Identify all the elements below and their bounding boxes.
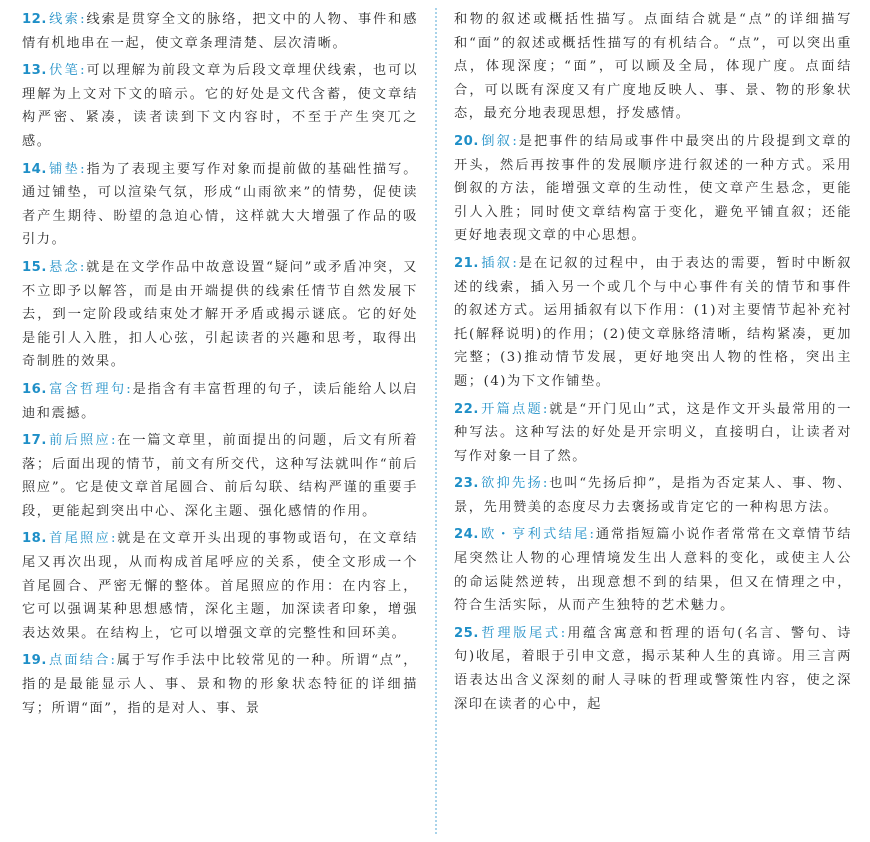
entry-text: 指为了表现主要写作对象而提前做的基础性描写。通过铺垫，可以渲染气氛，形成“山雨欲来”的情势，促使读者产生期待、盼望的急迫心情，这样就大大增强了作品的吸引力。 <box>22 161 419 248</box>
entry-text: 在一篇文章里，前面提出的问题，后文有所着落；后面出现的情节，前文有所交代，这种写法就叫作“前后照应”。它是使文章首尾圆合、前后勾联、结构严谨的重要手段，更能起到突出中心、深化主题、强化感情的作用。 <box>22 433 419 519</box>
entry-term: 插叙 <box>480 255 513 271</box>
glossary-entry-19: 19. 点面结合:属于写作手法中比较常见的一种。所谓“点”，指的是最能显示人、事、景和物的形象状态特征的详细描写；所谓“面”，指的是对人、事、景 <box>22 653 418 716</box>
entry-number: 13. <box>22 63 47 79</box>
entry-number: 24. <box>454 527 479 543</box>
entry-text: 就是“开门见山”式，这是作文开头最常用的一种写法。这种写法的好处是开宗明义，直接明白，让读者对写作对象一目了然。 <box>454 401 853 464</box>
entry-text: 通常指短篇小说作者常常在文章情节结尾突然让人物的心理情境发生出人意料的变化，或使主人公的命运陡然逆转，出现意想不到的结果，但又在情理之中，符合生活实际，从而产生独特的艺术魅力。 <box>454 527 852 614</box>
entry-term: 倒叙 <box>480 133 513 149</box>
entry-number: 15. <box>22 259 47 275</box>
entry-term: 欲抑先扬 <box>480 476 543 492</box>
glossary-entry-23: 23. 欲抑先扬:也叫“先扬后抑”，是指为否定某人、事、物、景，先用赞美的态度尽力去褒扬或肯定它的一种构思方法。 <box>454 476 853 515</box>
entry-number: 25. <box>454 625 479 641</box>
glossary-entry-18: 18. 首尾照应:就是在文章开头出现的事物或语句，在文章结尾又再次出现，从而构成首尾呼应的关系，使全文形成一个首尾圆合、严密无懈的整体。首尾照应的作用：在内容上，它可以强调某种思想感情，深化主题，加深读者印象，增强表达效果。在结构上，它可以增强文章的完整性和回环美。 <box>22 531 419 641</box>
entry-text: 属于写作手法中比较常见的一种。所谓“点”，指的是最能显示人、事、景和物的形象状态特征的详细描写；所谓“面”，指的是对人、事、景 <box>22 653 418 716</box>
entry-number: 18. <box>22 531 47 547</box>
entry-text: 就是在文学作品中故意设置“疑问”或矛盾冲突，又不立即予以解答，而是由开端提供的线索任情节自然发展下去，到一定阶段或结束处才解开矛盾或揭示谜底。它的好处是能引人入胜，扣人心弦，引起读者的兴趣和思考，取得出奇制胜的效果。 <box>22 259 418 370</box>
entry-term: 铺垫 <box>48 161 81 177</box>
entry-term: 悬念 <box>48 259 80 275</box>
entry-term: 点面结合 <box>48 653 111 669</box>
entry-text: 线索是贯穿全文的脉络，把文中的人物、事件和感情有机地串在一起，使文章条理清楚、层次清晰。 <box>22 12 419 51</box>
entry-term: 欧・亨利式结尾 <box>480 527 590 543</box>
glossary-entry-21: 21. 插叙:是在记叙的过程中，由于表达的需要，暂时中断叙述的线索，插入另一个或几个与中心事件有关的情节和事件的叙述方式。运用插叙有以下作用：(1)对主要情节起补充衬托(解释说明)的作用；(2)使文章脉络清晰，结构紧凑，更加完整；(3)推动情节发展，更好地突出人物的性格，突出主题；(4)为下文作铺垫。 <box>454 255 852 389</box>
entry-19-continuation: 和物的叙述或概括性描写。点面结合就是“点”的详细描写和“面”的叙述或概括性描写的有机结合。“点”，可以突出重点，体现深度；“面”，可以顾及全局，体现广度。点面结合，可以既有深度又有广度地反映人、事、景、物的形象状态，最充分地表现思想，抒发感情。 <box>454 12 852 122</box>
entry-number: 16. <box>22 381 47 397</box>
entry-text: 用蕴含寓意和哲理的语句(名言、警句、诗句)收尾，着眼于引申文意，揭示某种人生的真谛。用三言两语表达出含义深刻的耐人寻味的哲理或警策性内容，使之深深印在读者的心中，起 <box>454 625 853 712</box>
entry-term: 开篇点题 <box>480 401 543 417</box>
entry-term: 首尾照应 <box>48 531 111 547</box>
entry-number: 23. <box>454 476 479 492</box>
right-column <box>454 8 852 720</box>
entry-text: 是在记叙的过程中，由于表达的需要，暂时中断叙述的线索，插入另一个或几个与中心事件有关的情节和事件的叙述方式。运用插叙有以下作用：(1)对主要情节起补充衬托(解释说明)的作用；(2)使文章脉络清晰，结构紧凑，更加完整；(3)推动情节发展，更好地突出人物的性格，突出主题；(4)为下文作铺垫。 <box>454 255 852 389</box>
glossary-entry-20: 20. 倒叙:是把事件的结局或事件中最突出的片段提到文章的开头，然后再按事件的发展顺序进行叙述的一种方式。采用倒叙的方法，能增强文章的生动性，使文章产生悬念，更能引人入胜；同时使文章结构富于变化，避免平铺直叙；还能更好地表现文章的中心思想。 <box>454 133 852 244</box>
entry-term: 伏笔 <box>48 63 81 79</box>
column-divider <box>435 8 437 834</box>
entry-term: 前后照应 <box>48 433 111 449</box>
entry-term: 线索 <box>48 12 81 27</box>
entry-number: 20. <box>454 133 479 149</box>
glossary-entry-25: 25. 哲理版尾式:用蕴含寓意和哲理的语句(名言、警句、诗句)收尾，着眼于引申文意，揭示某种人生的真谛。用三言两语表达出含义深刻的耐人寻味的哲理或警策性内容，使之深深印在读者的心中，起 <box>454 625 853 712</box>
glossary-entry-16: 16. 富含哲理句:是指含有丰富哲理的句子，读后能给人以启迪和震撼。 <box>22 381 418 421</box>
left-column <box>22 8 418 724</box>
glossary-entry-14: 14. 铺垫:指为了表现主要写作对象而提前做的基础性描写。通过铺垫，可以渲染气氛，形成“山雨欲来”的情势，促使读者产生期待、盼望的急迫心情，这样就大大增强了作品的吸引力。 <box>22 161 419 248</box>
entry-term: 哲理版尾式 <box>480 625 561 641</box>
entry-number: 12. <box>22 12 47 27</box>
entry-text: 可以理解为前段文章为后段文章埋伏线索，也可以理解为上文对下文的暗示。它的好处是文代含蓄，使文章结构严密、紧凑，读者读到下文内容时，不至于产生突兀之感。 <box>22 63 419 149</box>
entry-text: 是把事件的结局或事件中最突出的片段提到文章的开头，然后再按事件的发展顺序进行叙述的一种方式。采用倒叙的方法，能增强文章的生动性，使文章产生悬念，更能引人入胜；同时使文章结构富于变化，避免平铺直叙；还能更好地表现文章的中心思想。 <box>454 133 852 244</box>
entry-text: 就是在文章开头出现的事物或语句，在文章结尾又再次出现，从而构成首尾呼应的关系，使全文形成一个首尾圆合、严密无懈的整体。首尾照应的作用：在内容上，它可以强调某种思想感情，深化主题，加深读者印象，增强表达效果。在结构上，它可以增强文章的完整性和回环美。 <box>22 531 419 641</box>
glossary-entry-12: 12. 线索:线索是贯穿全文的脉络，把文中的人物、事件和感情有机地串在一起，使文章条理清楚、层次清晰。 <box>22 12 419 51</box>
glossary-entry-22: 22. 开篇点题:就是“开门见山”式，这是作文开头最常用的一种写法。这种写法的好处是开宗明义，直接明白，让读者对写作对象一目了然。 <box>454 401 853 464</box>
glossary-entry-15: 15. 悬念:就是在文学作品中故意设置“疑问”或矛盾冲突，又不立即予以解答，而是由开端提供的线索任情节自然发展下去，到一定阶段或结束处才解开矛盾或揭示谜底。它的好处是能引人入胜，扣人心弦，引起读者的兴趣和思考，取得出奇制胜的效果。 <box>22 259 418 370</box>
entry-text: 也叫“先扬后抑”，是指为否定某人、事、物、景，先用赞美的态度尽力去褒扬或肯定它的一种构思方法。 <box>454 476 853 515</box>
glossary-entry-13: 13. 伏笔:可以理解为前段文章为后段文章埋伏线索，也可以理解为上文对下文的暗示。它的好处是文代含蓄，使文章结构严密、紧凑，读者读到下文内容时，不至于产生突兀之感。 <box>22 63 419 149</box>
entry-number: 21. <box>454 255 479 271</box>
entry-number: 17. <box>22 433 47 449</box>
entry-number: 14. <box>22 161 47 177</box>
glossary-entry-24: 24. 欧・亨利式结尾:通常指短篇小说作者常常在文章情节结尾突然让人物的心理情境发生出人意料的变化，或使主人公的命运陡然逆转，出现意想不到的结果，但又在情理之中，符合生活实际，从而产生独特的艺术魅力。 <box>454 527 852 614</box>
entry-term: 富含哲理句 <box>48 381 127 397</box>
entry-number: 22. <box>454 401 479 417</box>
entry-text: 是指含有丰富哲理的句子，读后能给人以启迪和震撼。 <box>22 381 418 421</box>
entry-number: 19. <box>22 653 47 669</box>
glossary-entry-17: 17. 前后照应:在一篇文章里，前面提出的问题，后文有所着落；后面出现的情节，前文有所交代，这种写法就叫作“前后照应”。它是使文章首尾圆合、前后勾联、结构严谨的重要手段，更能起到突出中心、深化主题、强化感情的作用。 <box>22 433 419 519</box>
